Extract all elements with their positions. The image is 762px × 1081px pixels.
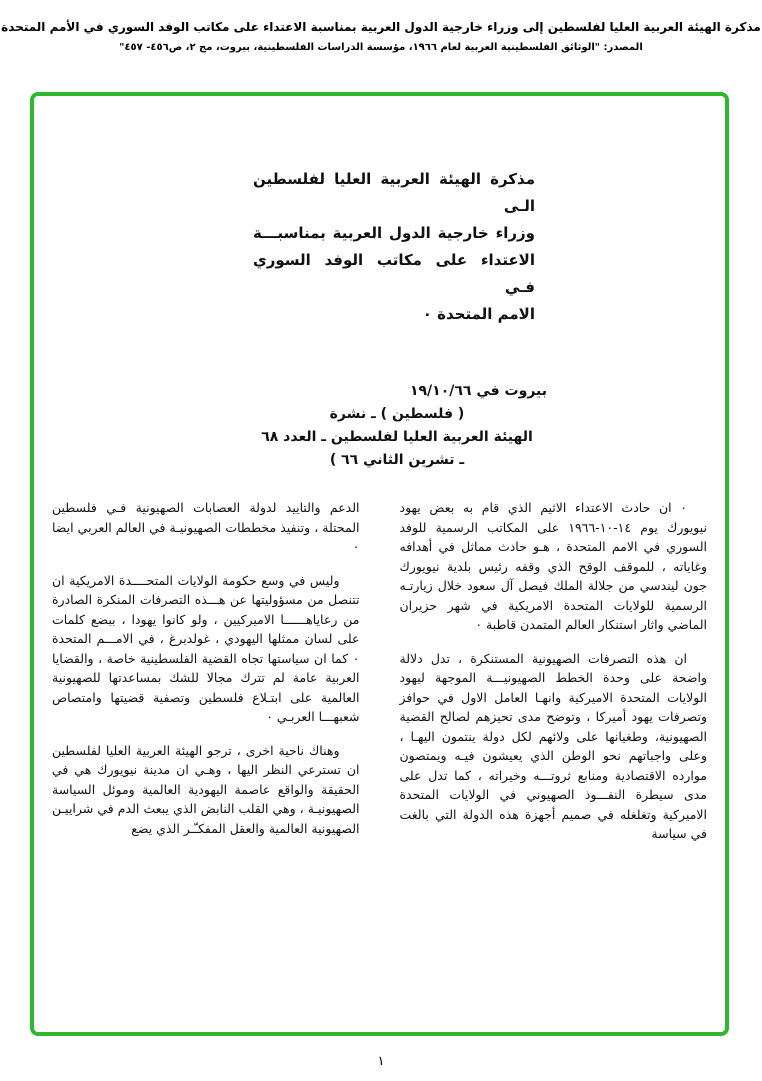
column-left bbox=[52, 498, 360, 858]
memo-title-block bbox=[253, 166, 535, 328]
memo-title-line: وزراء خارجية الدول العربية بمناسبـــة bbox=[253, 224, 535, 242]
column-right bbox=[400, 498, 708, 858]
memo-meta-line: الهيئة العربية العليا لفلسطين ـ العدد ٦٨ bbox=[261, 429, 533, 445]
page-number: ١ bbox=[377, 1054, 385, 1069]
document-header bbox=[0, 0, 762, 53]
paragraph: ان هذه التصرفات الصهيونية المستنكرة ، تدل دلالة واضحة على وحدة الخطط الصهيونيـــة الموجهة ليهود الولايات المتحدة الاميركية وانهـا العامل الاول في حوافز وتصرفات يهود أميركا ، وتوضح مدى تحيزهم لصالح القضية الصهيونية، وطغيانها على ولائهم لكل دولة ينتمون اليهـا ، وعلى واجباتهم نحو الوطن الذي يعيشون فيـه ويمتصون موارده الاقتصادية ومنابع ثروتـــه وخيراته ، كما تدل على مدى سيطرة النفـــوذ الصهيوني في الولايات المتحدة الاميركية وتغلغله في صميم أجهزة هذه الدولة التي بالغت في سياسة bbox=[399, 650, 707, 841]
paragraph: ٠ ان حادث الاعتداء الاثيم الذي قام به بعض يهود نيويورك يوم ١٤-١٠-١٩٦٦ على المكاتب الرسمية للوفد السوري في الامم المتحدة ، هـو حادث مماثل في أهدافه وغاياته ، للموقف الوقح الذي وقفه رئيس بلدية نيويورك جون ليندسي من جلالة الملك فيصل آل سعود خلال زيارتـه الرسمية للولايات المتحدة الامريكية في شهر حزيران الماضي واثار استنكار العالم المتمدن قاطبة ٠ bbox=[399, 500, 707, 632]
paragraph: وليس في وسع حكومة الولايات المتحــــدة الامريكية ان تتنصل من مسؤوليتها عن هـــذه التصرفات المنكرة الصادرة من رعاياهــــــا الاميركيين ، ولو كانوا يهودا ، ببضع كلمات على لسان ممثلها اليهودي ، غولدبرغ ، في الامـــم المتحدة ٠ كما ان سياستها تجاه القضية الفلسطينية خاصة ، والقضايا العربية عامة لم تترك مجالا للشك بمساعدتها للصهيونية العالمية على ابتـلاع فلسطين وتصفية قضيتها وامتصاص شعبهـــا العربـي ٠ bbox=[52, 572, 360, 724]
memo-meta-line: ( فلسطين ) ـ نشرة bbox=[329, 406, 465, 422]
paragraph: وهناك ناحية اخرى ، ترجو الهيئة العربية العليا لفلسطين ان تسترعي النظر اليها ، وهـي ان مدينة نيويورك هي في الحقيقة والواقع عاصمة اليهودية العالمية وموئل السياسة الصهيونيـة ، وهي القلب النابض الذي يبعث الدم في شراييـن الصهيونية العالمية والعقل المفكـّـر الذي يضع bbox=[52, 742, 360, 836]
memo-title-line: مذكرة الهيئة العربية العليا لفلسطين الـى bbox=[253, 170, 535, 215]
document-body bbox=[34, 96, 725, 858]
body-columns bbox=[52, 498, 707, 858]
memo-title-line: الاعتداء على مكاتب الوفد السوري فـي bbox=[253, 251, 535, 296]
document-frame bbox=[30, 92, 729, 1036]
header-title: مذكرة الهيئة العربية العليا لفلسطين إلى وزراء خارجية الدول العربية بمناسبة الاعتداء على مكاتب الوفد السوري في الأمم المتحدة bbox=[1, 20, 761, 34]
memo-dateline: بيروت في ١٩/١٠/٦٦ bbox=[409, 383, 547, 399]
header-source-citation: المصدر: "الوثائق الفلسطينية العربية لعام ١٩٦٦، مؤسسة الدراسات الفلسطينية، بيروت، مج ٢، ص٤٥٦- ٤٥٧" bbox=[119, 42, 643, 54]
memo-meta-line: ـ تشرين الثاني ٦٦ ) bbox=[329, 452, 465, 468]
paragraph: الدعم والتاييد لدولة العصابات الصهيونية فـي فلسطين المحتلة ، وتنفيذ مخططات الصهيونيـة في العالم العربي ايضا ٠ bbox=[52, 500, 360, 554]
memo-meta-block bbox=[247, 380, 547, 472]
memo-title-line: الامم المتحدة ٠ bbox=[422, 305, 535, 323]
